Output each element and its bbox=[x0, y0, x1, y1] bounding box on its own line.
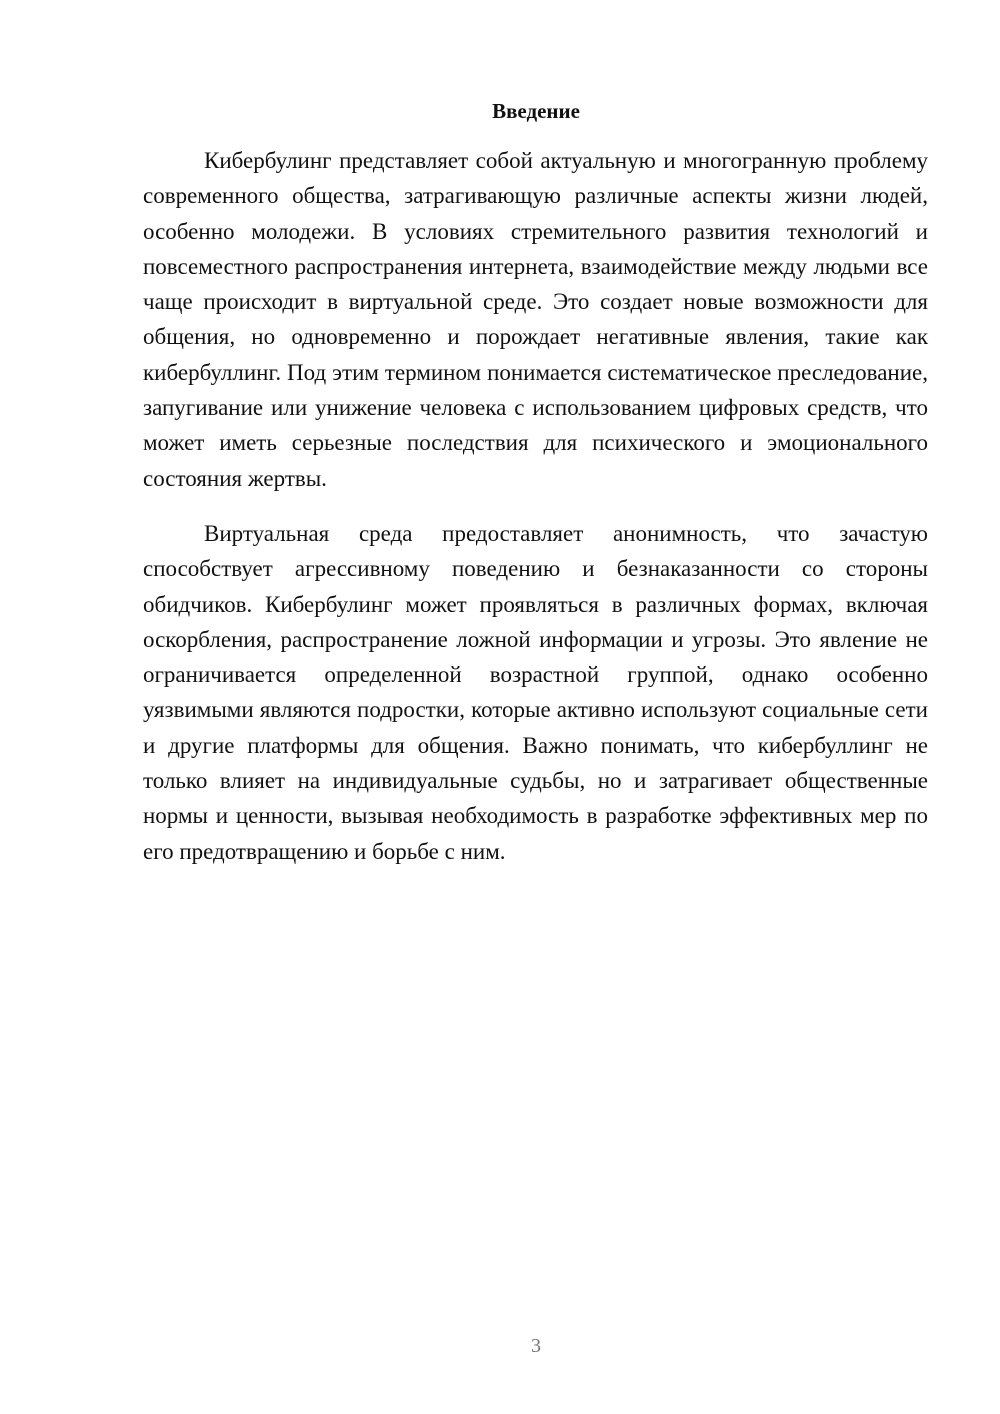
section-title: Введение bbox=[492, 99, 580, 123]
section-body bbox=[143, 143, 928, 869]
paragraph-1: Кибербулинг представляет собой актуальную и многогранную проблему современного общества, затрагивающую различные аспекты жизни людей, особенно молодежи. В условиях стремительного развития технологий и повсеместного распространения интернета, взаимодействие между людьми все чаще происходит в виртуальной среде. Это создает новые возможности для общения, но одновременно и порождает негативные явления, такие как кибербуллинг. Под этим термином понимается систематическое преследование, запугивание или унижение человека с использованием цифровых средств, что может иметь серьезные последствия для психического и эмоционального состояния жертвы. bbox=[143, 148, 928, 491]
page-number: 3 bbox=[531, 1335, 541, 1357]
paragraph-2: Виртуальная среда предоставляет анонимность, что зачастую способствует агрессивному поведению и безнаказанности со стороны обидчиков. Кибербулинг может проявляться в различных формах, включая оскорбления, распространение ложной информации и угрозы. Это явление не ограничивается определенной возрастной группой, однако особенно уязвимыми являются подростки, которые активно используют социальные сети и другие платформы для общения. Важно понимать, что кибербуллинг не только влияет на индивидуальные судьбы, но и затрагивает общественные нормы и ценности, вызывая необходимость в разработке эффективных мер по его предотвращению и борьбе с ним. bbox=[143, 520, 928, 864]
